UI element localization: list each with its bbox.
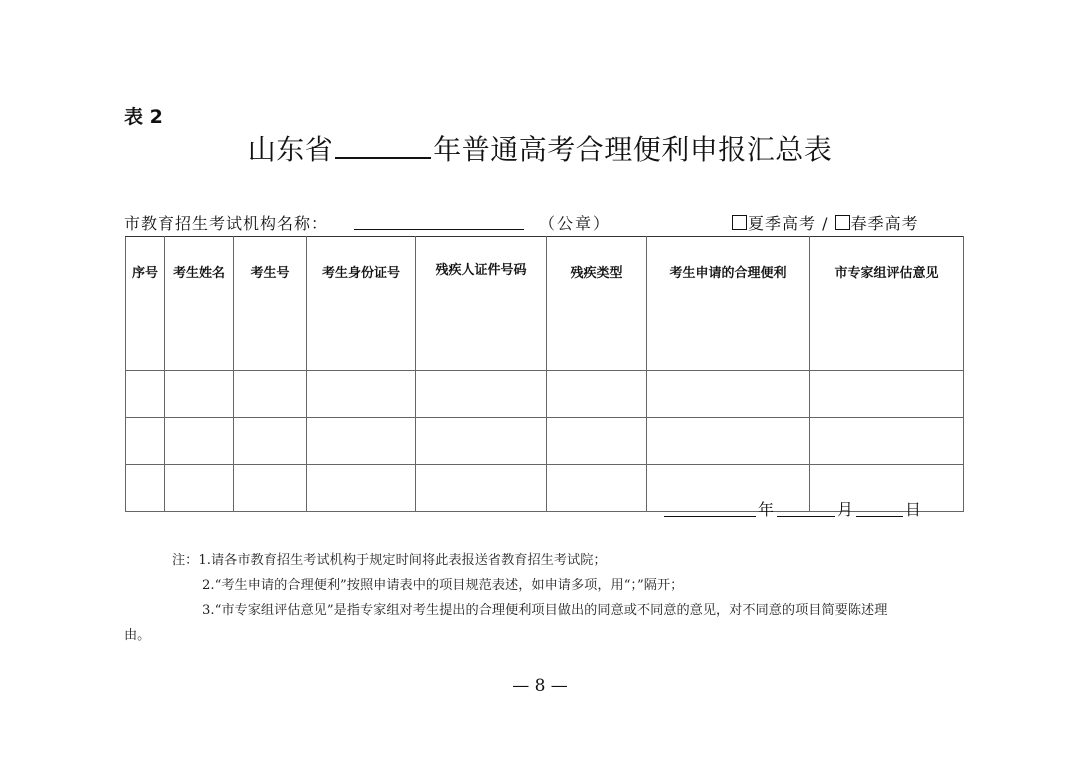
- note-line-1: 注：1.请各市教育招生考试机构于规定时间将此表报送省教育招生考试院；: [172, 553, 607, 568]
- note-line-2: 2.“考生申请的合理便利”按照申请表中的项目规范表述，如申请多项，用“；”隔开；: [202, 578, 684, 593]
- notes-section: [124, 548, 969, 648]
- day-label: 日: [905, 500, 922, 519]
- table-cell[interactable]: [416, 418, 547, 465]
- table-cell[interactable]: [416, 465, 547, 512]
- table-cell[interactable]: [810, 371, 964, 418]
- page-number: — 8 —: [512, 676, 568, 696]
- month-blank-line: [777, 516, 835, 517]
- year-blank-line: [664, 516, 756, 517]
- table-cell[interactable]: [416, 371, 547, 418]
- table-cell[interactable]: [126, 418, 165, 465]
- year-blank: [335, 131, 431, 159]
- table-cell[interactable]: [647, 418, 810, 465]
- table-number-label: 表 2: [124, 106, 163, 128]
- column-header: 考生姓名: [165, 237, 234, 371]
- day-blank-line: [856, 516, 903, 517]
- month-label: 月: [837, 500, 854, 519]
- org-name-blank: [354, 229, 524, 230]
- table-cell[interactable]: [547, 465, 647, 512]
- column-header: 残疾人证件号码: [416, 237, 547, 371]
- page-title: [0, 128, 1080, 168]
- org-name-label: 市教育招生考试机构名称：: [124, 214, 329, 233]
- spring-label: 春季高考: [850, 214, 919, 233]
- table-cell[interactable]: [126, 465, 165, 512]
- table-cell[interactable]: [234, 371, 307, 418]
- title-prefix: 山东省: [247, 133, 334, 166]
- table-cell[interactable]: [126, 371, 165, 418]
- table-cell[interactable]: [647, 371, 810, 418]
- spring-checkbox[interactable]: [835, 215, 850, 230]
- table-cell[interactable]: [307, 465, 416, 512]
- season-options: [732, 211, 919, 234]
- column-header: 残疾类型: [547, 237, 647, 371]
- column-header: 市专家组评估意见: [810, 237, 964, 371]
- season-separator: /: [816, 214, 835, 233]
- table-row: [126, 371, 964, 418]
- table-cell[interactable]: [810, 465, 964, 512]
- table-cell[interactable]: [165, 371, 234, 418]
- table-cell[interactable]: [234, 418, 307, 465]
- note-line-3: 3.“市专家组评估意见”是指专家组对考生提出的合理便利项目做出的同意或不同意的意见，对不同意的项目简要陈述理: [202, 603, 888, 618]
- table-cell[interactable]: [165, 418, 234, 465]
- table-row: [126, 418, 964, 465]
- summary-table: [125, 236, 964, 512]
- table-cell[interactable]: [234, 465, 307, 512]
- table-header-row: [126, 237, 964, 371]
- table-cell[interactable]: [810, 418, 964, 465]
- table-cell[interactable]: [307, 371, 416, 418]
- table-cell[interactable]: [547, 371, 647, 418]
- column-header: 序号: [126, 237, 165, 371]
- column-header: 考生申请的合理便利: [647, 237, 810, 371]
- summer-label: 夏季高考: [748, 214, 817, 233]
- summer-checkbox[interactable]: [732, 215, 747, 230]
- table-cell[interactable]: [307, 418, 416, 465]
- seal-label: （公章）: [539, 214, 612, 233]
- column-header: 考生身份证号: [307, 237, 416, 371]
- title-suffix: 年普通高考合理便利申报汇总表: [433, 133, 833, 166]
- year-label: 年: [758, 500, 775, 519]
- table-cell[interactable]: [165, 465, 234, 512]
- note-line-3-continued: 由。: [124, 628, 151, 643]
- table-cell[interactable]: [647, 465, 810, 512]
- column-header: 考生号: [234, 237, 307, 371]
- table-cell[interactable]: [547, 418, 647, 465]
